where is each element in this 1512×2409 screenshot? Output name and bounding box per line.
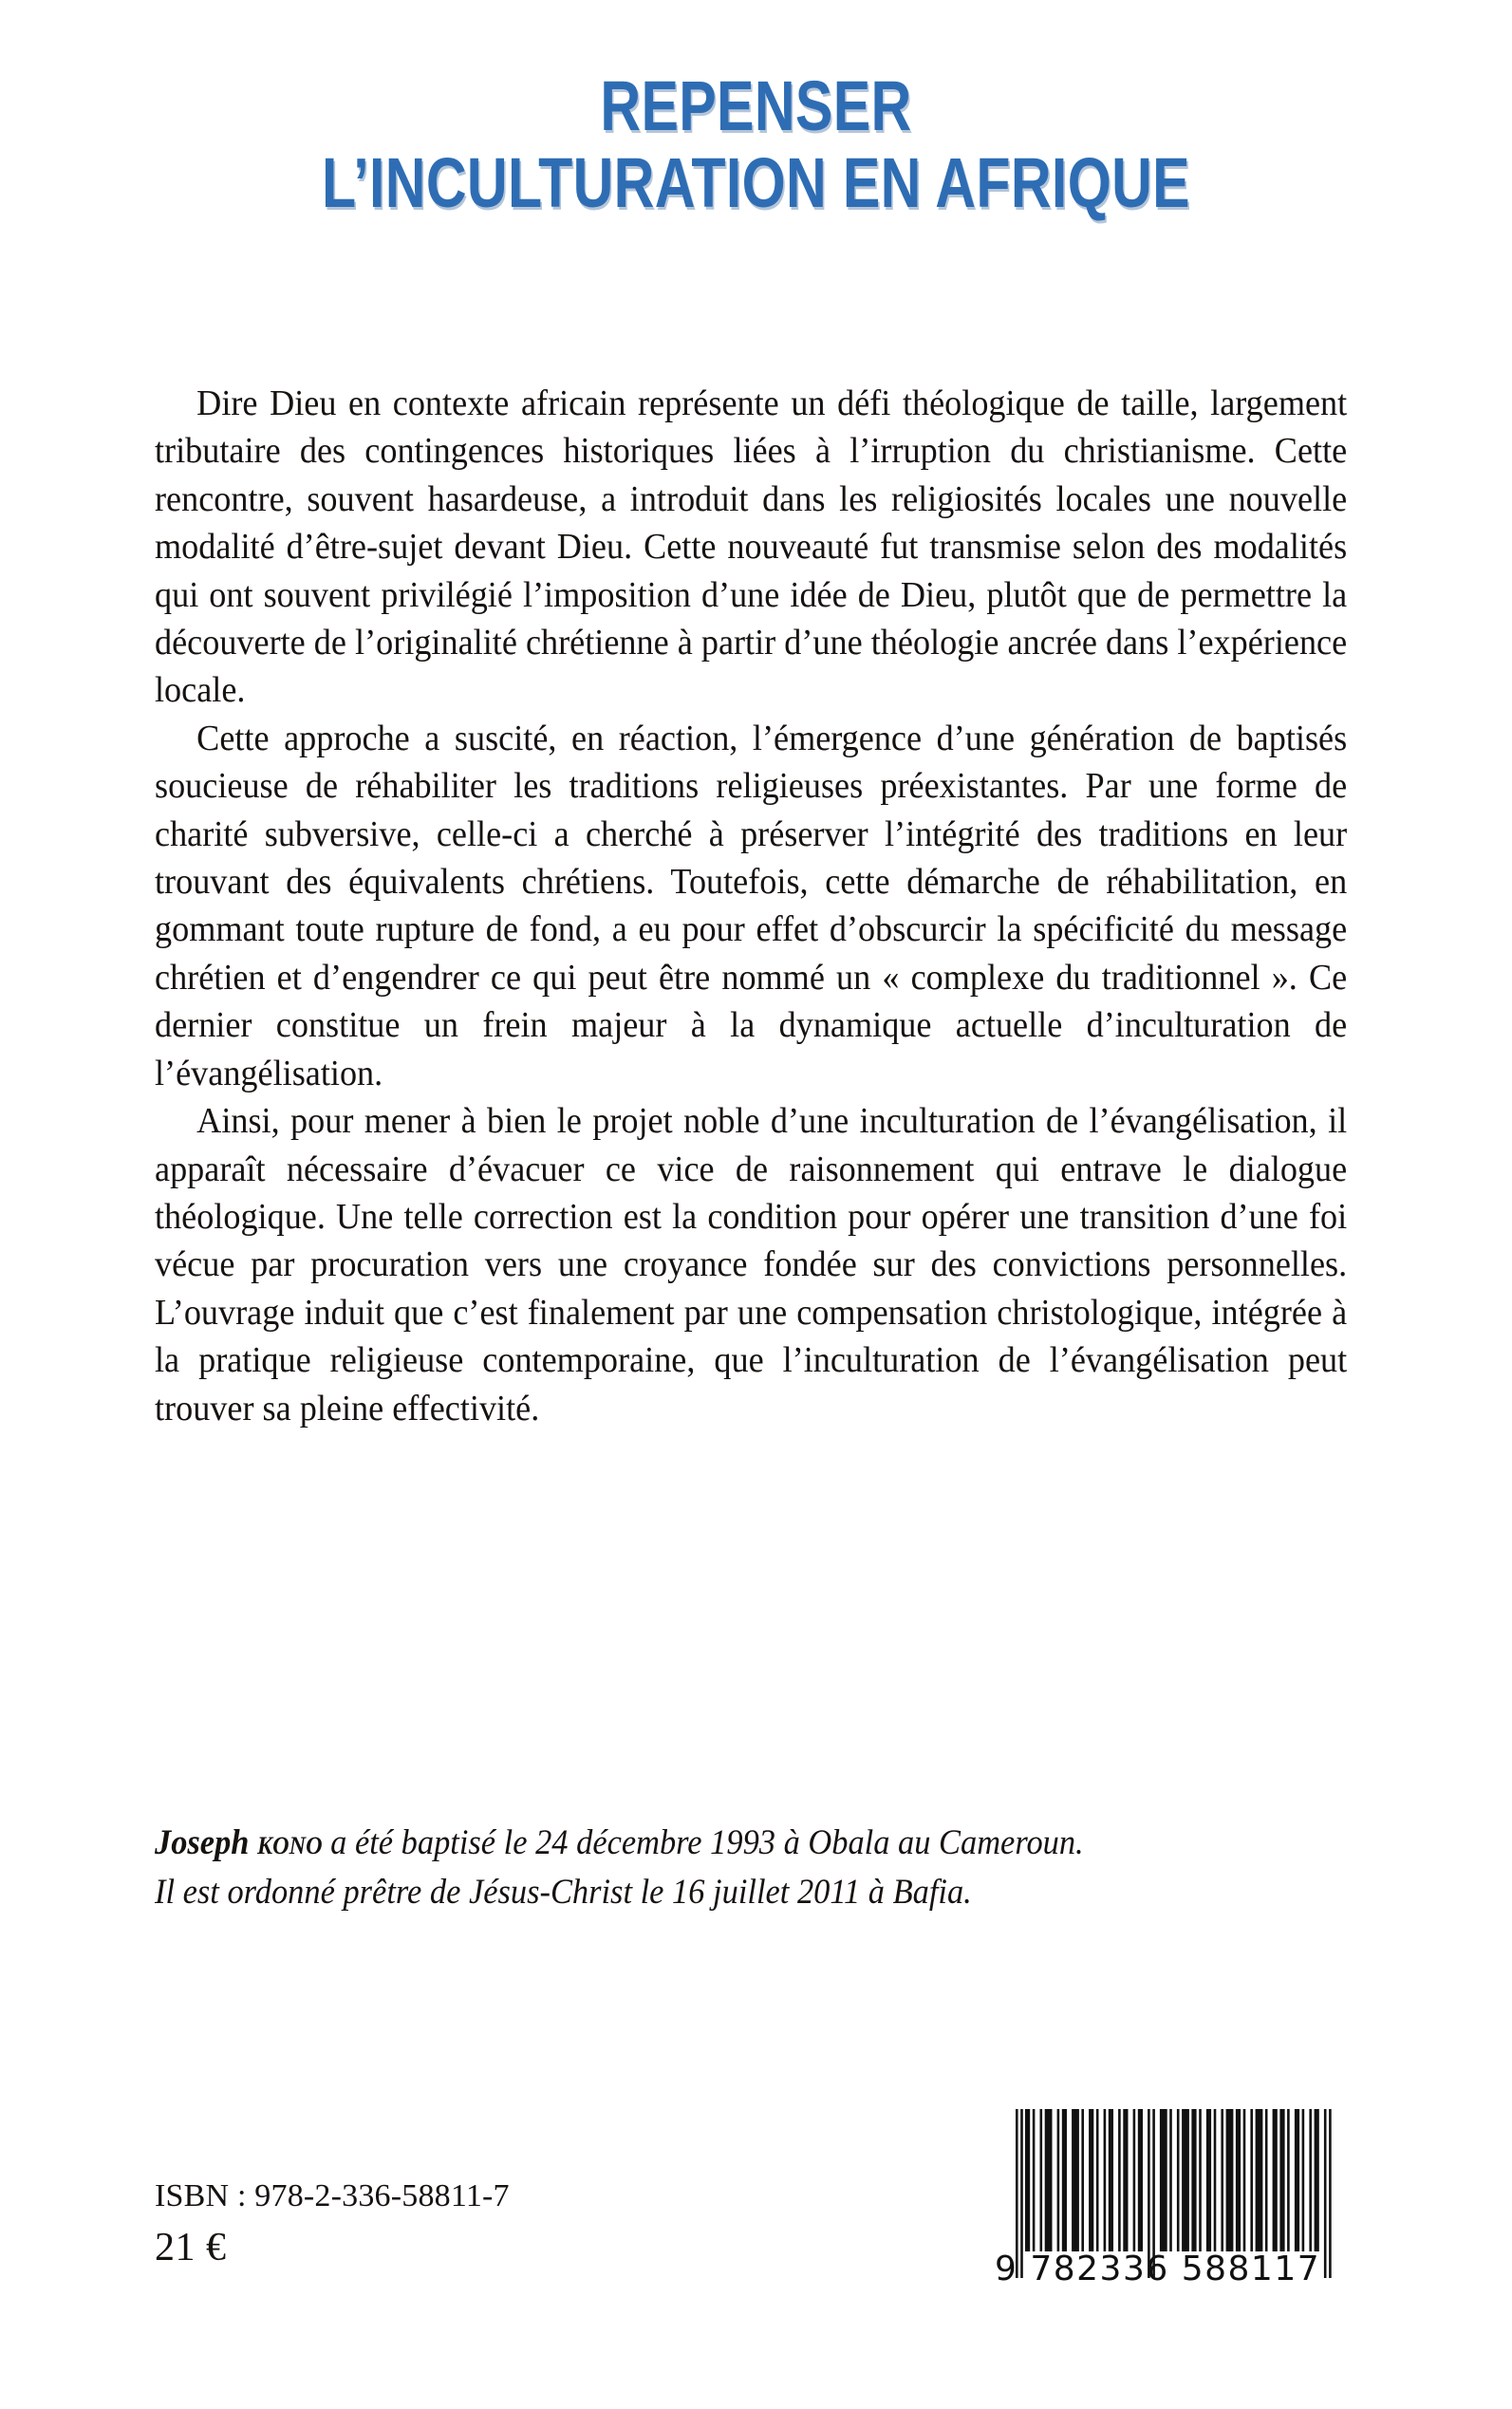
author-bio-line-2: Il est ordonné prêtre de Jésus-Christ le 16 juillet 2011 à Bafia. xyxy=(155,1873,972,1912)
author-bio-line-1 xyxy=(155,1819,1512,1868)
author-bio-line-1-rest: a été baptisé le 24 décembre 1993 à Obala au Cameroun. xyxy=(322,1823,1084,1862)
blurb-paragraph-3: Ainsi, pour mener à bien le projet noble d’une inculturation de l’évangélisation, il apparaît nécessaire d’évacuer ce vice de raisonnement qui entrave le dialogue théologique. Une telle correction est la condition pour opérer une transition d’une foi vécue par procuration vers une croyance fondée sur des convictions personnelles. L’ouvrage induit que c’est finalement par une compensation christologique, intégrée à la pratique religieuse contemporaine, que l’inculturation de l’évangélisation peut trouver sa pleine effectivité. xyxy=(155,1101,1348,1429)
title-line-1: REPENSER xyxy=(600,66,912,145)
blurb-paragraph-1: Dire Dieu en contexte africain représente un défi théologique de taille, largement tributaire des contingences historiques liées à l’irruption du christianisme. Cette rencontre, souvent hasardeuse, a introduit dans les religiosités locales une nouvelle modalité d’être-sujet devant Dieu. Cette nouveauté fut transmise selon des modalités qui ont souvent privilégié l’imposition d’une idée de Dieu, plutôt que de permettre la découverte de l’originalité chrétienne à partir d’une théologie ancrée dans l’expérience locale. xyxy=(155,383,1348,711)
author-first-name: Joseph xyxy=(155,1823,250,1862)
page-title xyxy=(0,66,1512,223)
barcode-digits: 9 782336 588117 xyxy=(995,2250,1321,2288)
blurb-paragraph-2: Cette approche a suscité, en réaction, l’émergence d’une génération de baptisés soucieuse de réhabiliter les traditions religieuses préexistantes. Par une forme de charité subversive, celle-ci a cherché à préserver l’intégrité des traditions en leur trouvant des équivalents chrétiens. Toutefois, cette démarche de réhabilitation, en gommant toute rupture de fond, a eu pour effet d’obscurcir la spécificité du message chrétien et d’engendrer ce qui peut être nommé un « complexe du traditionnel ». Ce dernier constitue un frein majeur à la dynamique actuelle d’inculturation de l’évangélisation. xyxy=(155,718,1348,1093)
footer-info xyxy=(155,2174,510,2272)
price-text: 21 € xyxy=(155,2226,227,2269)
author-last-name: kono xyxy=(257,1823,323,1862)
title-line-2: L’INCULTURATION EN AFRIQUE xyxy=(322,143,1190,223)
blurb-text xyxy=(155,380,1347,1432)
author-bio xyxy=(155,1819,1512,1917)
isbn-text: ISBN : 978-2-336-58811-7 xyxy=(155,2178,510,2213)
